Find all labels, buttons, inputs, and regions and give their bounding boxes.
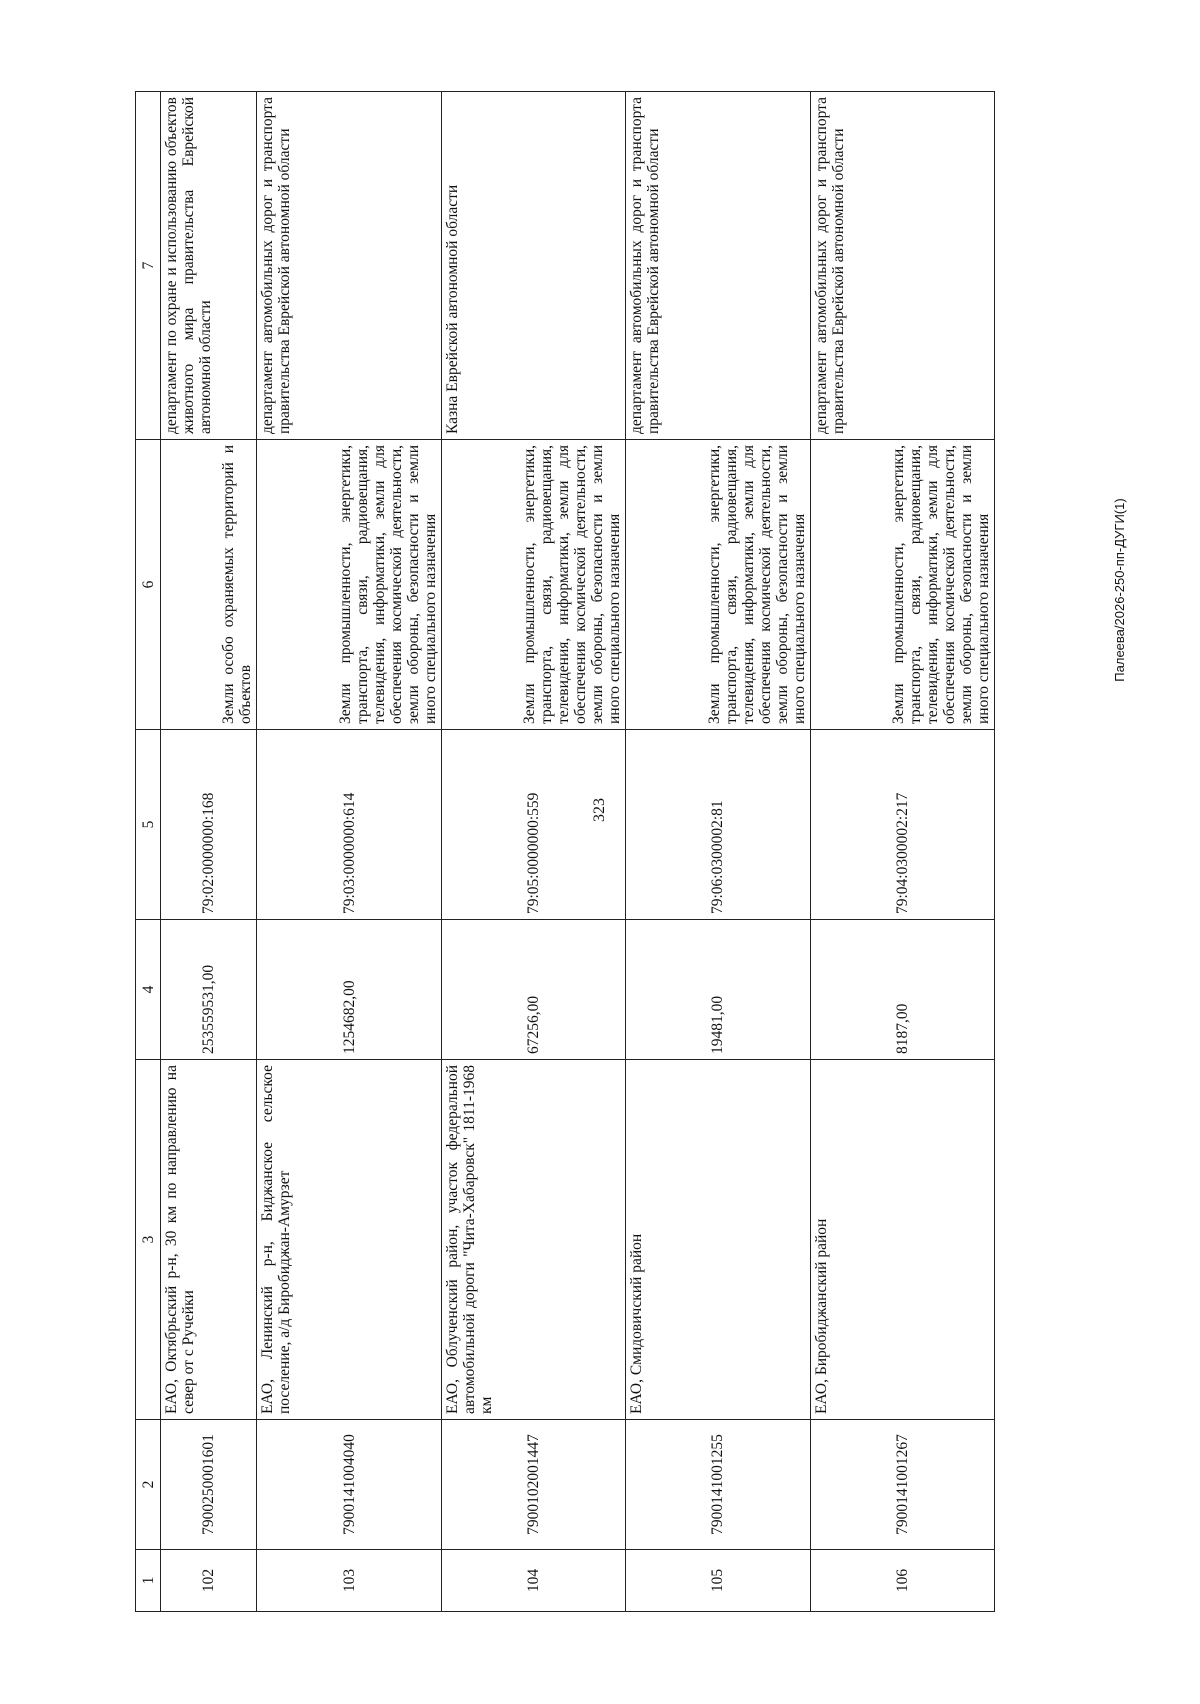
rights-holder: департамент автомобильных дорог и транспорта правительства Еврейской автономной области [810,92,994,440]
column-header-3: 3 [136,1060,161,1420]
area: 8187,00 [810,920,994,1060]
table-row [257,92,441,1612]
table-row [626,92,810,1612]
object-code: 7900141004040 [257,1420,441,1550]
rights-holder: департамент по охране и использованию объектов животного мира правительства Еврейской автономной области [161,92,257,440]
cadastral-number: 79:06:0300002:81 [626,730,810,920]
row-number: 104 [441,1550,625,1612]
land-category: Земли особо охраняемых территорий и объектов [161,440,257,730]
row-number: 106 [810,1550,994,1612]
table-row [441,92,625,1612]
row-number: 102 [161,1550,257,1612]
object-code: 7900102001447 [441,1420,625,1550]
page-number: 323 [591,798,608,822]
column-header-7: 7 [136,92,161,440]
rights-holder: департамент автомобильных дорог и транспорта правительства Еврейской автономной области [626,92,810,440]
cadastral-number: 79:02:0000000:168 [161,730,257,920]
rights-holder: Казна Еврейской автономной области [441,92,625,440]
land-category: Земли промышленности, энергетики, транспорта, связи, радиовещания, телевидения, информатики, земли для обеспечения космической деятельности, земли обороны, безопасности и земли иного специального назначения [257,440,441,730]
area: 253559531,00 [161,920,257,1060]
cadastral-number: 79:03:0000000:614 [257,730,441,920]
area: 1254682,00 [257,920,441,1060]
document-footer-reference: Палеева/2026-250-пп-ДУГИ(1) [1112,498,1127,682]
address: ЕАО, Ленинский р-н, Биджанское сельское поселение, а/д Биробиджан-Амурзет [257,1060,441,1420]
address: ЕАО, Биробиджанский район [810,1060,994,1420]
land-category: Земли промышленности, энергетики, транспорта, связи, радиовещания, телевидения, информатики, земли для обеспечения космической деятельности, земли обороны, безопасности и земли иного специального назначения [626,440,810,730]
table-header-row [136,92,161,1612]
object-code: 7900141001255 [626,1420,810,1550]
row-number: 103 [257,1550,441,1612]
table-row [810,92,994,1612]
area: 67256,00 [441,920,625,1060]
land-registry-table [135,91,995,1612]
address: ЕАО, Октябрьский р-н, 30 км по направлению на север от с Ручейки [161,1060,257,1420]
area: 19481,00 [626,920,810,1060]
cadastral-number: 79:04:0300002:217 [810,730,994,920]
address: ЕАО, Смидовичский район [626,1060,810,1420]
table-row [161,92,257,1612]
column-header-2: 2 [136,1420,161,1550]
cadastral-number: 79:05:0000000:559 [441,730,625,920]
rights-holder: департамент автомобильных дорог и транспорта правительства Еврейской автономной области [257,92,441,440]
land-category: Земли промышленности, энергетики, транспорта, связи, радиовещания, телевидения, информатики, земли для обеспечения космической деятельности, земли обороны, безопасности и земли иного специального назначения [810,440,994,730]
land-category: Земли промышленности, энергетики, транспорта, связи, радиовещания, телевидения, информатики, земли для обеспечения космической деятельности, земли обороны, безопасности и земли иного специального назначения [441,440,625,730]
object-code: 7900250001601 [161,1420,257,1550]
land-registry-table-container [135,92,995,1612]
column-header-6: 6 [136,440,161,730]
object-code: 7900141001267 [810,1420,994,1550]
column-header-1: 1 [136,1550,161,1612]
address: ЕАО, Облученский район, участок федеральной автомобильной дороги "Чита-Хабаровск" 1811-1968 км [441,1060,625,1420]
column-header-5: 5 [136,730,161,920]
row-number: 105 [626,1550,810,1612]
column-header-4: 4 [136,920,161,1060]
